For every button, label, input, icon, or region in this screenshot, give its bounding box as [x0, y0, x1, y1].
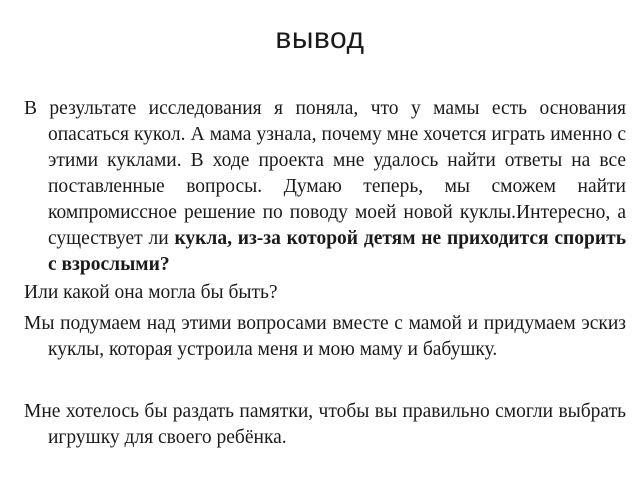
paragraph-plan: Мы подумаем над этими вопросами вместе с мамой и придумаем эскиз куклы, которая устроила меня и мою маму и бабушку.	[24, 313, 626, 360]
paragraph-conclusion	[24, 96, 626, 278]
paragraph-conclusion-bold-question: кукла, из-за которой детям не приходится спорить с взрослыми?	[48, 228, 627, 275]
slide-body	[24, 96, 626, 451]
paragraph-leaflets: Мне хотелось бы раздать памятки, чтобы вы правильно смогли выбрать игрушку для своего ребёнка.	[24, 401, 626, 448]
slide-title: вывод	[275, 22, 365, 55]
paragraph-conclusion-text: В результате исследования я поняла, что у мамы есть основания опасаться кукол. А мама узнала, почему мне хочется играть именно с этими куклами. В ходе проекта мне удалось найти ответы на все поставленные вопросы. Думаю теперь, мы сможем найти компромиссное решение по поводу моей новой куклы.Интересно, а существует ли	[24, 98, 626, 249]
paragraph-question: Или какой она могла бы быть?	[24, 282, 278, 303]
